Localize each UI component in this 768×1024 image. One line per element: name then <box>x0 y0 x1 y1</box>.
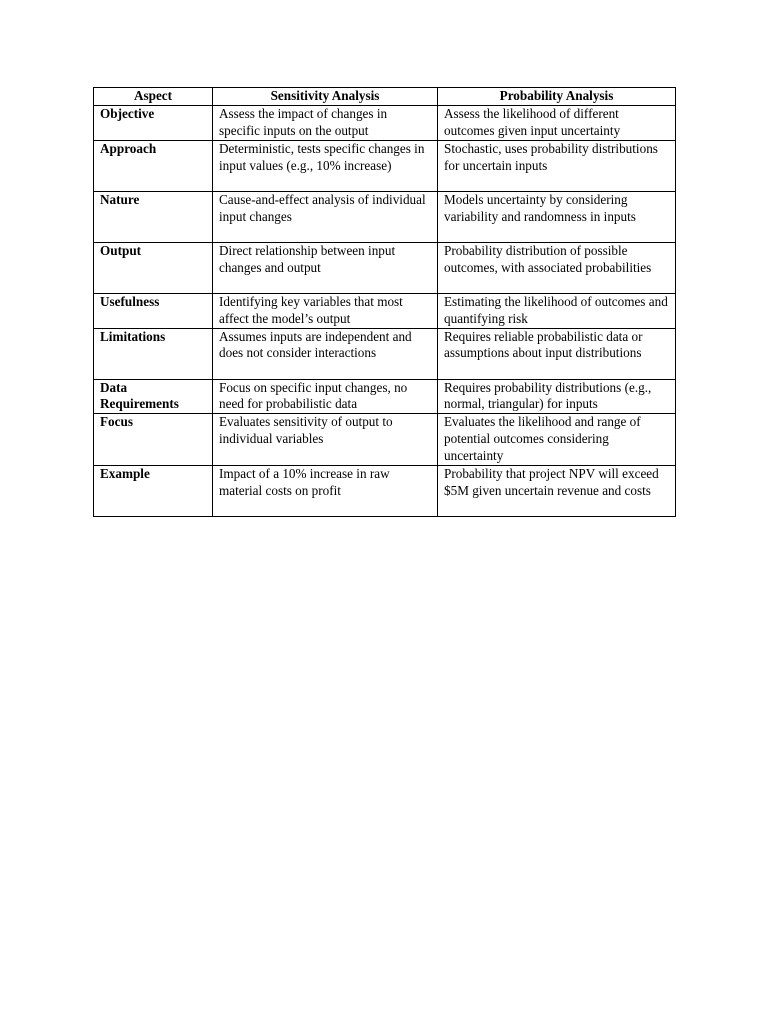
table-row <box>94 191 676 242</box>
aspect-cell: Limitations <box>94 328 213 379</box>
probability-cell: Models uncertainty by considering variability and randomness in inputs <box>438 191 676 242</box>
sensitivity-cell: Deterministic, tests specific changes in input values (e.g., 10% increase) <box>213 140 438 191</box>
header-sensitivity-analysis: Sensitivity Analysis <box>213 88 438 106</box>
probability-cell: Stochastic, uses probability distributions for uncertain inputs <box>438 140 676 191</box>
table-row <box>94 105 676 140</box>
comparison-table <box>93 87 676 517</box>
sensitivity-cell: Evaluates sensitivity of output to individual variables <box>213 414 438 466</box>
probability-cell: Evaluates the likelihood and range of potential outcomes considering uncertainty <box>438 414 676 466</box>
table-row <box>94 466 676 517</box>
sensitivity-cell: Cause-and-effect analysis of individual input changes <box>213 191 438 242</box>
probability-cell: Assess the likelihood of different outcomes given input uncertainty <box>438 105 676 140</box>
sensitivity-cell: Focus on specific input changes, no need for probabilistic data <box>213 379 438 414</box>
sensitivity-cell: Assumes inputs are independent and does not consider interactions <box>213 328 438 379</box>
aspect-cell: Nature <box>94 191 213 242</box>
table-row <box>94 379 676 414</box>
probability-cell: Probability distribution of possible outcomes, with associated probabilities <box>438 242 676 293</box>
sensitivity-cell: Direct relationship between input changes and output <box>213 242 438 293</box>
table-row <box>94 328 676 379</box>
table-row <box>94 293 676 328</box>
table-row <box>94 414 676 466</box>
table-row <box>94 140 676 191</box>
probability-cell: Probability that project NPV will exceed $5M given uncertain revenue and costs <box>438 466 676 517</box>
probability-cell: Requires reliable probabilistic data or assumptions about input distributions <box>438 328 676 379</box>
aspect-cell: Objective <box>94 105 213 140</box>
aspect-cell: Approach <box>94 140 213 191</box>
table-row <box>94 242 676 293</box>
aspect-cell: Usefulness <box>94 293 213 328</box>
sensitivity-cell: Assess the impact of changes in specific inputs on the output <box>213 105 438 140</box>
header-aspect: Aspect <box>94 88 213 106</box>
aspect-cell: Example <box>94 466 213 517</box>
table-header-row <box>94 88 676 106</box>
sensitivity-cell: Impact of a 10% increase in raw material costs on profit <box>213 466 438 517</box>
probability-cell: Requires probability distributions (e.g., normal, triangular) for inputs <box>438 379 676 414</box>
aspect-cell: Data Requirements <box>94 379 213 414</box>
header-probability-analysis: Probability Analysis <box>438 88 676 106</box>
probability-cell: Estimating the likelihood of outcomes and quantifying risk <box>438 293 676 328</box>
aspect-cell: Output <box>94 242 213 293</box>
sensitivity-cell: Identifying key variables that most affect the model’s output <box>213 293 438 328</box>
aspect-cell: Focus <box>94 414 213 466</box>
